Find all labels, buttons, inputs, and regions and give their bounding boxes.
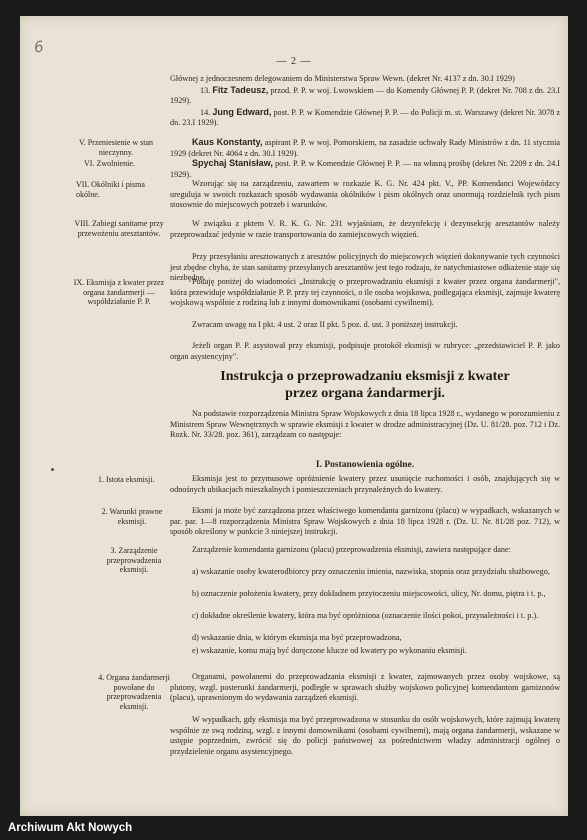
item-13-name: Fitz Tadeusz, — [212, 84, 269, 95]
section-ix-p1: Podaję poniżej do wiadomości „Instrukcję o przeprowadzaniu eksmisji z kwater przez organa żandarmerji", która przewiduje współdziałanie P. P. przy tej czynności, o ile osoba wojskowa, podlegająca eksmisji, zajmuje kwaterę wojskową wspólnie z rodziną lub z innymi domownikami (osobami cywilnemi). — [170, 277, 560, 308]
section-vii-body: Wzorując się na zarządzeniu, zawartem w rozkazie K. G. Nr. 424 pkt. V., PP. Komendanci Wojewódzcy ureguluja w swoich rozkazach sposób wydawania okólników i pism okólnych oraz unormują rozdzielnik tych pism stosownie do miejscowych potrzeb i warunków. — [170, 179, 560, 210]
section-v-name: Kaus Konstanty, — [192, 137, 263, 147]
section-vi-name: Spychaj Stanisław, — [192, 158, 273, 168]
point-2-body: Eksmi ja może być zarządzona przez właściwego komendanta garnizonu (placu) w wypadkach, wskazanych w par. par. 1—8 rozporządzenia Ministra Spraw Wojskowych z dnia 18 lipca 1928 r. (Dz. U. Nr. 81/28 poz. 712), w sposób określony w punkcie 3 niniejszej instrukcji. — [170, 506, 560, 537]
section-ix-p3: Jeżeli organ P. P. asystował przy eksmisji, podpisuje protokół eksmisji w rubryce: „przedstawiciel P. P. jako organ asystencyjny". — [170, 341, 560, 361]
item-14-name: Jung Edward, — [212, 106, 272, 117]
top-continuation — [170, 74, 560, 129]
handwritten-page-mark: 6 — [32, 37, 45, 57]
point-3-label: 3. Zarządzenie przeprowadzenia eksmisji. — [106, 546, 162, 575]
point-2-label: 2. Warunki prawne eksmisji. — [101, 507, 163, 526]
item-13: 13. Fitz Tadeusz, przod. P. P. w woj. Lwowskiem — do Komendy Głównej P. P. (dekret Nr. 708 z dn. 23.I 1929). — [170, 84, 561, 106]
point-1-body: Eksmisja jest to przymusowe opróżnienie kwatery przez usunięcie ruchomości i osób, znajdujących się w odnośnych ubikacjach mieszkalnych i pomieszczeniach przynależnych do kwatery. — [170, 474, 560, 494]
section-vii-label: VII. Okólniki i pisma okólne. — [76, 180, 145, 199]
section-viii-p1: W związku z pktem V. R. K. G. Nr. 231 wyjaśniam, że dezynfekcję i dezynsekcję aresztantów należy przeprowadzać jedynie w razie transportowania do zamiejscowych więzień. — [170, 219, 560, 239]
section-viii-label: VIII. Zabiegi sanitarne przy przewożeniu aresztantów. — [74, 219, 164, 238]
section-vi-body: Spychaj Stanisław, post. P. P. w Komendzie Głównej P. P. — na własną prośbę (dekret Nr. 2209 z dn. 24.I 1929). — [170, 158, 560, 179]
point-3-d: d) wskazanie dnia, w którym eksmisja ma być przeprowadzona, — [192, 633, 402, 642]
instruction-title: Instrukcja o przeprowadzaniu eksmisji z kwater przez organa żandarmerji. — [220, 369, 510, 401]
continuation-text: Głównej z jednoczesnem delegowaniem do Ministerstwa Spraw Wewn. (dekret Nr. 4137 z dn. 30.I 1929) — [170, 74, 515, 83]
section-ix-label: IX. Eksmisja z kwater przez organa żandarmerji — współdziałanie P. P. — [73, 278, 165, 307]
document-page — [20, 16, 568, 816]
point-3-c: c) dokładne określenie kwatery, która ma być opróżniona (oznaczenie ilości pokoi, przynależności i t. p.). — [192, 611, 539, 620]
point-3-a: a) wskazanie osoby kwaterodbiorcy przy oznaczeniu imienia, nazwiska, stopnia oraz przydziału służbowego, — [192, 567, 550, 576]
point-4-label: 4. Organa żandarmerji powołane do przeprowadzenia eksmisji. — [98, 673, 170, 711]
section-vi-label: VI. Zwolnienie. — [84, 159, 135, 168]
paper-mark — [51, 468, 54, 471]
section-ix-p2: Zwracam uwagę na I pkt. 4 ust. 2 oraz II pkt. 5 poz. d. ust. 3 poniższej instrukcji. — [192, 320, 458, 329]
section-viii-p2: Przy przesyłaniu aresztowanych z aresztów policyjnych do miejscowych więzień dokonywanie tych czynności jest zbędne chyba, że stan sanitarny przesyłanych aresztantów jest tego rodzaju, że natychmiastowe odkażenie staje się niezbędne. — [170, 252, 560, 283]
archive-watermark: Archiwum Akt Nowych — [8, 822, 133, 834]
point-3-b: b) oznaczenie położenia kwatery, przy dokładnem przytoczeniu miejscowości, ulicy, Nr. domu, piętra i t. p., — [192, 589, 546, 598]
page-number: — 2 — — [276, 56, 312, 67]
section-general-heading: I. Postanowienia ogólne. — [315, 460, 415, 470]
point-1-label: 1. Istota eksmisji. — [98, 475, 155, 484]
point-3-body: Zarządzenie komendanta garnizonu (placu) przeprowadzenia eksmisji, zawiera następujące dane: — [192, 545, 511, 554]
instruction-intro: Na podstawie rozporządzenia Ministra Spraw Wojskowych z dnia 18 lipca 1928 r., wydanego w porozumieniu z Ministrem Spraw Wewnętrznych w sprawie eksmisji z kwater w drodze administracyjnej (Dz. U. 81/28. poz. 712 i Dz. Rozk. Nr. 33/28. poz. 361), zarządzam co następuje: — [170, 409, 560, 440]
point-4-body: Organami, powołanemi do przeprowadzania eksmisji z kwater, zajmowanych przez osoby wojskowe, są plutony, wzgl. posterunki żandarmerji, podległe w sprawach służby wojskowo policyjnej komendantom garnizonów (placu), uprawnionym do wydawania zarządzeń eksmisji. — [170, 672, 560, 703]
point-3-e: e) wskazanie, komu mają być doręczone klucze od kwatery po wykonaniu eksmisji. — [192, 646, 467, 655]
section-v-body: Kaus Konstanty, aspirant P. P. w woj. Pomorskiem, na zasadzie uchwały Rady Ministrów z dn. 11 stycznia 1929 (dekret Nr. 4064 z dn. 30.I 1929). — [170, 137, 561, 158]
point-4-body-2: W wypadkach, gdy eksmisja ma być przeprowadzona w stosunku do osób wojskowych, które zajmują kwaterę wspólnie ze swą rodziną, wzgl. z innymi domownikami (osobami cywilnemi), mają organa żandarmerji, wskazane w ustępie poprzednim, zwrócić się do policji państwowej za pośrednictwem władzy administracji ogólnej o przydzielenie organu asystencyjnego. — [170, 715, 560, 756]
section-v-label: V. Przeniesienie w stan nieczynny. — [78, 138, 154, 157]
item-14: 14. Jung Edward, post. P. P. w Komendzie Głównej P. P. — do Policji m. st. Warszawy (dekret Nr. 3078 z dn. 23.I 1929). — [170, 106, 560, 128]
